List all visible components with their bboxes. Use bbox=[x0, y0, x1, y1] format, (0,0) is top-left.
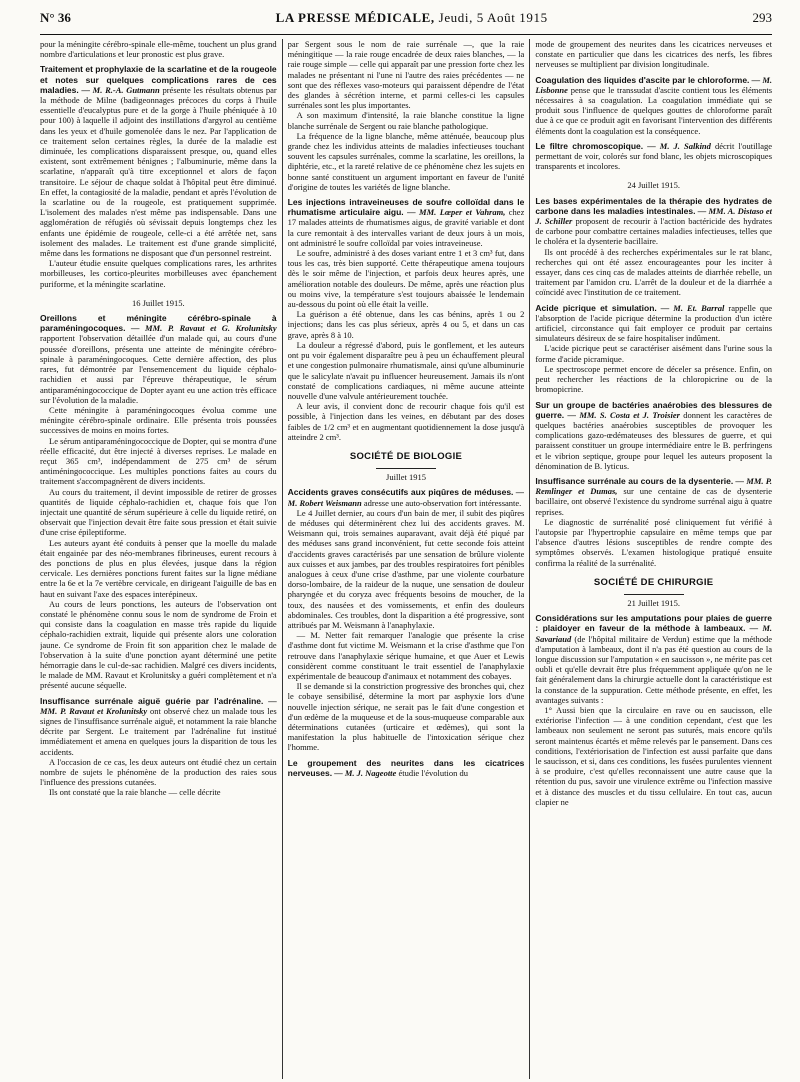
article-text: sur une centaine de cas de dysenterie bacillaire, ont observé l'existence du syndrome surrénal aigu à quatre reprises. bbox=[535, 486, 773, 517]
paragraph: Cette méningite à paraméningocoques évolua comme une méningite cérébro-spinale ordinaire. Elle présenta trois poussées successives de moins en moins fortes. bbox=[40, 404, 277, 436]
article-meduses bbox=[288, 487, 525, 507]
column-1 bbox=[40, 39, 277, 1079]
paragraph: Le soufre, administré à des doses variant entre 1 et 3 cm³ fut, dans tous les cas, très bien supporté. Cette thérapeutique amena toujours dès le soir même de l'injection, et parfois deux heures après, une amélioration notable des douleurs. De même, après une réaction plus ou moins vive, la température s'est toujours abaissée le lendemain au-dessous du point où elle était la veille. bbox=[287, 248, 525, 310]
paragraph: Les auteurs ayant été conduits à penser que la moelle du malade était engainée par des néo-membranes fibrineuses, eurent recours à des ponctions de plus en plus élevées, jusque dans la région cervicale. Les dernières ponctions furent faites sur la ligne médiane entre la 6e et la 7e vertèbre cervicale, en dirigeant l'aiguille de bas en haut en suivant l'axe des espaces interépineux. bbox=[40, 537, 277, 599]
article-author: — M. J. Nageotte bbox=[334, 767, 397, 778]
article-title: Acide picrique et simulation. bbox=[535, 302, 657, 313]
paragraph: Au cours du traitement, il devint impossible de retirer de grosses quantités de liquide céphalo-rachidien et, chaque fois que l'on injectait une quantité de sérum supérieure à celle du liquide retiré, on observait que l'injection devait être faite sous pression et était suivie d'une crise épileptiforme. bbox=[40, 486, 277, 538]
article-text: proposent de recourir à l'action bactéricide des hydrates de carbone pour combattre certaines maladies infectieuses, telles que le choléra et la dysenterie bacillaire. bbox=[535, 216, 773, 247]
paragraph: Ils ont constaté que la raie blanche — celle décrite bbox=[49, 787, 221, 798]
article-text: (de l'hôpital militaire de Verdun) estime que la méthode d'amputation à lambeaux, dont il n'a pas été question au cours de la longue discussion sur l'amputation « en saucisson », ne mérite pas cet oubli et qu'elle devrait être plus fréquemment appliquée qu'on ne le fait généralement dans la chirurgie actuelle dont la caractéristique est la constance de la suppuration. Cette méthode présente, en effet, les avantages suivants : bbox=[535, 633, 773, 705]
page-number: 293 bbox=[752, 10, 772, 25]
article-author: — M. Robert Weismann bbox=[287, 487, 525, 508]
header-rule bbox=[40, 34, 772, 35]
article-text: étudie l'évolution du bbox=[398, 767, 468, 778]
article-title: Le groupement des neurites dans les cicatrices nerveuses. bbox=[287, 757, 525, 778]
article-dysenterie bbox=[535, 476, 772, 517]
paragraph: Au cours de leurs ponctions, les auteurs de l'observation ont constaté le phénomène connu sous le nom de syndrome de Froin et qui consiste dans la coagulation en masse très rapide du liquide céphalo-rachidien extrait, liquide qui présente alors une coloration jaune. Ce syndrome de Froin fit son apparition chez le malade de l'observation à la suite d'une ponction ayant déterminé une petite hémorragie dans le cul-de-sac rachidien. Malgré ces divers incidents, le malade de MM. Ravaut et Krolunitsky a guéri complètement et n'a présenté aucune séquelle. bbox=[40, 598, 277, 691]
article-oreillons bbox=[40, 313, 277, 405]
article-picrique bbox=[535, 303, 772, 344]
article-author: — MM. S. Costa et J. Troisier bbox=[567, 409, 680, 420]
article-scarlatine bbox=[40, 64, 277, 258]
article-author: — M. R.-A. Gutmann bbox=[81, 84, 160, 95]
article-author: — MM. A. Distaso et J. Schiller bbox=[535, 205, 773, 227]
page-header bbox=[40, 10, 772, 32]
section-rule bbox=[624, 594, 684, 595]
article-text: fait remarquer l'analogie que présente la crise d'asthme dont fut victime M. Weismann et la crise d'asthme que l'on retrouve dans l'anaphylaxie sérique humaine, et que Auer et Lewis considèrent comme constituant le trait essentiel de l'anaphylaxie expérimentale de beaucoup d'animaux et notamment des cobayes. bbox=[287, 630, 525, 681]
column-divider bbox=[282, 39, 283, 1079]
paragraph: pour la méningite cérébro-spinale elle-même, touchent un plus grand nombre d'articulations et leur pronostic est plus grave. bbox=[40, 39, 277, 60]
article-neurites bbox=[288, 758, 525, 778]
article-author: — M. Lisbonne bbox=[535, 74, 773, 95]
section-heading: SOCIÉTÉ DE CHIRURGIE bbox=[593, 576, 714, 588]
article-text: ont observé chez un malade tous les signes de l'insuffisance surrénale aiguë, et notamment la raie blanche décrite par Sergent. Le traitement par l'adrénaline fut institué immédiatement et amena en quelques jours la disparition de tous les accidents. bbox=[40, 705, 277, 757]
paragraph: mode de groupement des neurites dans les cicatrices nerveuses et constate en particulier que dans les cicatrices des nerfs, les fibres nerveuses se multiplient par division longitudinale. bbox=[535, 39, 773, 70]
article-author: — MM. Lœper et Vahram, bbox=[407, 207, 506, 218]
journal-title bbox=[276, 10, 548, 26]
paragraph: Le spectroscope permet encore de déceler sa présence. Enfin, on peut rechercher les réactions de la chloropicrine ou de la bromopicrine. bbox=[535, 363, 773, 395]
article-hydrates bbox=[535, 196, 772, 247]
section-rule bbox=[376, 468, 436, 469]
article-title: Insuffisance surrénale aiguë guérie par l'adrénaline. bbox=[40, 695, 264, 706]
section-heading: SOCIÉTÉ DE BIOLOGIE bbox=[349, 450, 463, 462]
article-text: décrit l'outillage permettant de voir, colorés sur fond blanc, les objets microscopiques transparents et incolores. bbox=[535, 140, 773, 172]
article-text: chez 17 malades atteints de rhumatismes aigus, de gravité variable et dont la cure remontait à des intervalles variant de deux jours à un mois, ont administré le soufre colloïdal par voies intraveineuse. bbox=[287, 207, 525, 248]
column-3 bbox=[535, 39, 772, 1079]
paragraph: La fréquence de la ligne blanche, même atténuée, beaucoup plus grande chez les individus atteints de maladies infectieuses touchant souvent les capsules surrénales, comme la scarlatine, les oreillons, la diphtérie, etc., et la rareté relative de ce phénomène chez les sujets en bonne santé constituent un argument important en faveur de l'unité d'origine de toutes les variétés de ligne blanche. bbox=[287, 130, 525, 192]
paragraph: 1° Aussi bien que la circulaire en rave ou en saucisson, elle extériorise l'infection — à une condition cependant, c'est que les lambeaux non seulement ne seront pas suturés, mais encore qu'ils seront maintenus écartés et même relevés par le pansement. Dans ces conditions, l'extériorisation de l'infection est aussi parfaite que dans le saucisson, et si, dans ces conditions, les fusées purulentes viennent à se produire, c'est qu'elles reconnaissent une autre cause que la rétention du pus, savoir une virulence extrême ou l'infection massive et à distance des muscles et du tissu cellulaire. En tout cas, aucun clapier ne bbox=[535, 704, 773, 807]
session-date: Juillet 1915 bbox=[386, 472, 426, 483]
article-text: donnent les caractères de quelques bactéries anaérobies susceptibles de provoquer les complications gazo-œdémateuses des blessures de guerre, et qui paraissent constituer un groupe intermédiaire entre le B. perfringens et le vibrion septique, groupe pour lequel les auteurs proposent la dénomination de B. lyticus. bbox=[535, 409, 773, 471]
article-text: adresse une auto-observation fort intéressante. bbox=[363, 497, 522, 508]
article-title: Accidents graves consécutifs aux piqûres de méduses. bbox=[287, 487, 514, 498]
paragraph: A son maximum d'intensité, la raie blanche constitue la ligne blanche surrénale de Sergent ou raie blanche pathologique. bbox=[287, 110, 525, 131]
article-amputations bbox=[535, 613, 772, 705]
article-title: Considérations sur les amputations pour plaies de guerre : plaidoyer en faveur de la méthode à lambeaux. bbox=[535, 613, 773, 634]
article-text: présente les résultats obtenus par la méthode de Milne (badigeonnages précoces du corps à l'huile essentielle d'eucalyptus pure et de la gorge à l'huile phéniquée à 10 pour 100) à laquelle il adjoint des instillations d'argyrol au centième dans les yeux et d'huile gomenolée dans le nez. Par l'application de ce traitement selon certaines règles, la durée de la maladie est diminuée, les complications disparaissent presque, ou, quand elles existent, sont extrêmement bénignes ; l'albuminurie, même dans la scarlatine, n'apparaît qu'à titre exceptionnel et alors de façon transitoire. Le séjour de chaque soldat à l'hôpital peut être diminué. En effet, la contagiosité de la maladie, pendant et après l'évolution de la scarlatine ou de la rougeole, est pratiquement supprimée. L'isolement des malades n'est même pas indispensable. Dans une agglomération de réfugiés où sévissait depuis longtemps chez les enfants une épidémie de rougeole, celle-ci a été arrêtée net, sans isolement des malades. Le traitement est d'une grande simplicité, même dans les formations ne disposant que d'un personnel restreint. bbox=[40, 84, 277, 259]
paragraph: Le sérum antiparaméningococcique de Dopter, qui se montra d'une réelle efficacité, dut être injecté à diverses reprises. Le malade en reçut 365 cm³, indépendamment de 275 cm³ de sérum antiméningococcique. Les multiples ponctions faites au cours du traitement s'accompagnèrent de divers incidents. bbox=[40, 435, 277, 487]
paragraph: A leur avis, il convient donc de recourir chaque fois qu'il est possible, à l'injection dans les veines, en débutant par des doses faibles de 1/2 cm³ et en augmentant quotidiennement la dose jusqu'à atteindre 2 cm³. bbox=[287, 401, 525, 442]
columns bbox=[40, 39, 772, 1079]
article-anaerobies bbox=[535, 400, 772, 471]
article-title: Coagulation des liquides d'ascite par le chloroforme. bbox=[535, 74, 750, 85]
article-text: pense que le transsudat d'ascite contient tous les éléments nécessaires à sa coagulation. La coagulation immédiate qui se produit sous l'influence de quelques gouttes de chloroforme paraît due à ce que ce produit agit en favorisant l'intervention des différents éléments dont la coagulation est la conséquence. bbox=[535, 84, 773, 136]
journal-name: LA PRESSE MÉDICALE, bbox=[275, 10, 435, 25]
article-title: Oreillons et méningite cérébro-spinale à paraméningocoques. bbox=[40, 313, 277, 334]
article-title: Sur un groupe de bactéries anaérobies des blessures de guerre. bbox=[535, 399, 773, 420]
session-date: 16 Juillet 1915. bbox=[132, 297, 185, 308]
article-text: rappelle que l'absorption de l'acide picrique détermine la production d'un ictère artificiel, circonstance qui fait employer ce produit par certains simulateurs désireux de se faire hospitaliser indûment. bbox=[535, 302, 773, 344]
article-author: — M. Et. Barral bbox=[660, 302, 725, 313]
article-author: — M. Savariaud bbox=[535, 623, 773, 644]
paragraph: L'acide picrique peut se caractériser aisément dans l'urine sous la forme d'acide picramique. bbox=[535, 343, 773, 364]
paragraph: L'auteur étudie ensuite quelques complications rares, les arthrites morbilleuses, les cortico-pleurites morbilleuses avec épanchement puriforme, et la méningite scarlatine. bbox=[40, 258, 277, 289]
article-soufre bbox=[288, 197, 525, 248]
column-divider bbox=[529, 39, 530, 1079]
paragraph: Le 4 Juillet dernier, au cours d'un bain de mer, il subit des piqûres de méduses qui déterminèrent chez lui des accidents graves. M. Weismann qui, trois semaines auparavant, avait déjà été piqué par des méduses sans grand inconvénient, fut cette seconde fois atteint d'accidents graves caractérisés par une sensation de brûlure violente aux cuisses et aux jambes, par des troubles respiratoires fort pénibles analogues à ceux d'une crise d'asthme, par une violente courbature dorso-lombaire, de la raideur de la nuque, une sensation de douleur pharyngée et du coryza avec fréquents besoins de moucher, de la toux, des nausées et des vomissements, et enfin des douleurs abdominales. Ces troubles, dont la disparition a été progressive, sont attribués par M. Weismann à l'anaphylaxie. bbox=[287, 507, 525, 630]
issue-number: N° 36 bbox=[40, 10, 71, 25]
article-author: — MM. P. Remlinger et Dumas, bbox=[535, 475, 773, 497]
article-title: Les bases expérimentales de la thérapie des hydrates de carbone dans les maladies intestinales. bbox=[535, 195, 773, 216]
article-author: — MM. P. Ravaut et Krolunitsky bbox=[40, 695, 277, 716]
paragraph: A l'occasion de ce cas, les deux auteurs ont étudié chez un certain nombre de sujets le phénomène de la production des raies sous l'influence des pressions cutanées. bbox=[40, 756, 277, 788]
issue-date: Jeudi, 5 Août 1915 bbox=[438, 10, 548, 25]
paragraph: Le diagnostic de surrénalité posé cliniquement fut vérifié à l'autopsie par l'hypertrophie capsulaire en même temps que par l'absence d'autres lésions susceptibles de rendre compte des symptômes observés. L'examen histologique pratiqué ensuite confirma la réalité de la surrénalité. bbox=[535, 516, 773, 568]
article-title: Traitement et prophylaxie de la scarlatine et de la rougeole et notes sur quelques complications rares de ces maladies. bbox=[40, 64, 277, 95]
article-title: Le filtre chromoscopique. bbox=[535, 140, 644, 151]
article-author: — M. J. Salkind bbox=[647, 140, 711, 151]
session-date: 21 Juillet 1915. bbox=[627, 597, 680, 608]
paragraph: La douleur a régressé d'abord, puis le gonflement, et les auteurs ont pu voir également disparaître peu à peu un échauffement pleural et une congestion pulmonaire rhumatismale, ainsi qu'une albuminurie que le salicylate n'avait pu influencer heureusement. Jamais ils n'ont constaté de complications cardiaques, ni même aucune atteinte nouvelle d'une valvule antérieurement touchée. bbox=[287, 339, 525, 401]
article-filtre bbox=[535, 141, 772, 172]
article-ascite bbox=[535, 75, 772, 136]
article-author: — M. Netter bbox=[296, 630, 347, 641]
paragraph: Il se demande si la constriction progressive des bronches qui, chez le cobaye sensibilisé, détermine la mort par asphyxie lors d'une nouvelle injection sérique, ne serait pas le fait d'une congestion et d'un œdème de la muqueuse et de la sous-muqueuse comparable aux déterminations cutanées (urticaire et œdèmes), qui sont la manifestation la plus habituelle de l'intoxication sérique chez l'homme. bbox=[287, 681, 525, 753]
paragraph-netter bbox=[288, 630, 525, 681]
article-text: rapportent l'observation détaillée d'un malade qui, au cours d'une poussée d'oreillons, présenta une atteinte de méningite cérébro-spinale à paraméningocoques. Cette dernière affection, des plus rares, fut démontrée par l'ensemencement du liquide céphalo-rachidien et aussi par l'épreuve thérapeutique, le sérum antiparaméningococcique de Dopter ayant eu une action très efficace sur l'évolution de la maladie. bbox=[40, 333, 277, 405]
paragraph: par Sergent sous le nom de raie surrénale —, que la raie méningitique — la raie rouge encadrée de deux raies blanches, — la raie rouge simple — celle qui apparaît par une pression forte chez les malades ne présentant ni l'une ni l'autre des raies précédentes — ne sont que des réflexes vaso-moteurs qui paraissent dépendre de l'état des glandes à sécrétion interne, et parmi celles-ci les capsules surrénales sont les plus importantes. bbox=[287, 39, 525, 111]
column-2 bbox=[288, 39, 525, 1079]
article-title: Les injections intraveineuses de soufre colloïdal dans le rhumatisme articulaire aigu. bbox=[287, 197, 525, 218]
paragraph: Ils ont procédé à des recherches expérimentales sur le rat blanc, recherches qui ont été assez encourageantes pour les inciter à essayer, dans ces cinq cas de malades atteints de diarrhée rebelle, un traitement par l'amidon cru. L'arrêt de la douleur et de la diarrhée a coïncidé avec l'institution de ce traitement. bbox=[535, 246, 773, 298]
article-author: — MM. P. Ravaut et G. Krolunitsky bbox=[131, 323, 277, 334]
session-date: 24 Juillet 1915. bbox=[627, 180, 680, 191]
paragraph: La guérison a été obtenue, dans les cas bénins, après 1 ou 2 injections; dans les cas plus sérieux, après 4 ou 5, et dans un cas grave, après 8 à 10. bbox=[287, 309, 525, 340]
article-title: Insuffisance surrénale au cours de la dysenterie. bbox=[535, 475, 734, 486]
article-insuffisance bbox=[40, 696, 277, 757]
